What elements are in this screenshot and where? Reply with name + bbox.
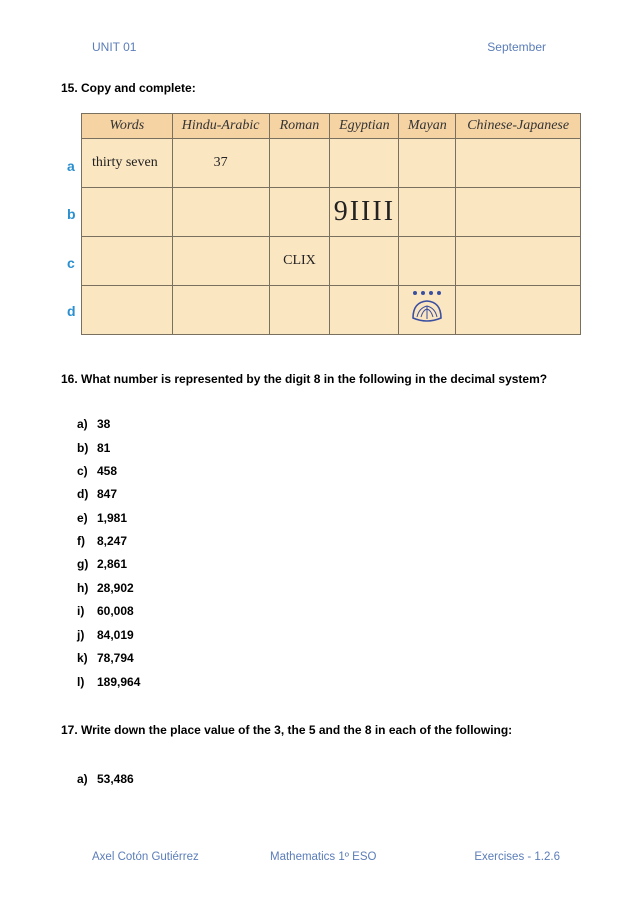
row-label-c: c bbox=[67, 255, 75, 271]
cell-a-hindu-arabic: 37 bbox=[172, 139, 269, 188]
list-item: c) 458 bbox=[77, 464, 118, 478]
list-item: k) 78,794 bbox=[77, 651, 134, 665]
table-row bbox=[82, 188, 581, 237]
cell-d-words bbox=[82, 286, 173, 335]
list-item: f) 8,247 bbox=[77, 534, 128, 548]
cell-c-chinese bbox=[456, 237, 581, 286]
footer-subject: Mathematics 1º ESO bbox=[270, 851, 377, 863]
cell-c-roman: CLIX bbox=[269, 237, 330, 286]
numeral-systems-table bbox=[81, 113, 581, 335]
list-item: h) 28,902 bbox=[77, 581, 134, 595]
cell-b-mayan bbox=[399, 188, 456, 237]
cell-d-chinese bbox=[456, 286, 581, 335]
col-mayan: Mayan bbox=[399, 114, 456, 139]
row-labels bbox=[61, 113, 81, 341]
cell-d-hindu-arabic bbox=[172, 286, 269, 335]
table-row bbox=[82, 286, 581, 335]
cell-d-mayan bbox=[399, 286, 456, 335]
col-egyptian: Egyptian bbox=[330, 114, 399, 139]
cell-d-roman bbox=[269, 286, 330, 335]
col-hindu-arabic: Hindu-Arabic bbox=[172, 114, 269, 139]
list-item: l) 189,964 bbox=[77, 675, 141, 689]
cell-d-egyptian bbox=[330, 286, 399, 335]
col-roman: Roman bbox=[269, 114, 330, 139]
question-16-title: 16. What number is represented by the digit 8 in the following in the decimal system? bbox=[61, 372, 548, 386]
numeral-systems-table-block bbox=[61, 113, 581, 341]
list-item: i) 60,008 bbox=[77, 604, 134, 618]
list-item: b) 81 bbox=[77, 441, 111, 455]
row-label-b: b bbox=[67, 206, 76, 222]
header-unit: UNIT 01 bbox=[92, 40, 137, 54]
cell-a-words: thirty seven bbox=[82, 139, 173, 188]
question-15-title: 15. Copy and complete: bbox=[61, 81, 196, 95]
cell-c-egyptian bbox=[330, 237, 399, 286]
cell-c-words bbox=[82, 237, 173, 286]
col-words: Words bbox=[82, 114, 173, 139]
cell-b-roman bbox=[269, 188, 330, 237]
table-row bbox=[82, 139, 581, 188]
cell-a-roman bbox=[269, 139, 330, 188]
list-item: d) 847 bbox=[77, 487, 118, 501]
cell-b-egyptian: 9IIII bbox=[330, 188, 399, 237]
col-chinese-japanese: Chinese-Japanese bbox=[456, 114, 581, 139]
list-item: a) 38 bbox=[77, 417, 111, 431]
question-17-title: 17. Write down the place value of the 3, the 5 and the 8 in each of the following: bbox=[61, 723, 513, 737]
header-month: September bbox=[487, 40, 546, 54]
cell-a-egyptian bbox=[330, 139, 399, 188]
row-label-a: a bbox=[67, 158, 75, 174]
list-item: g) 2,861 bbox=[77, 557, 128, 571]
list-item: a) 53,486 bbox=[77, 772, 134, 786]
table-header-row bbox=[82, 114, 581, 139]
cell-b-hindu-arabic bbox=[172, 188, 269, 237]
cell-a-chinese bbox=[456, 139, 581, 188]
cell-a-mayan bbox=[399, 139, 456, 188]
footer-author: Axel Cotón Gutiérrez bbox=[92, 851, 199, 863]
list-item: j) 84,019 bbox=[77, 628, 134, 642]
cell-b-words bbox=[82, 188, 173, 237]
footer-exercise-ref: Exercises - 1.2.6 bbox=[474, 851, 560, 863]
list-item: e) 1,981 bbox=[77, 511, 128, 525]
row-label-d: d bbox=[67, 303, 76, 319]
cell-b-chinese bbox=[456, 188, 581, 237]
cell-c-hindu-arabic bbox=[172, 237, 269, 286]
mayan-shell-icon bbox=[407, 288, 447, 328]
cell-c-mayan bbox=[399, 237, 456, 286]
table-row bbox=[82, 237, 581, 286]
